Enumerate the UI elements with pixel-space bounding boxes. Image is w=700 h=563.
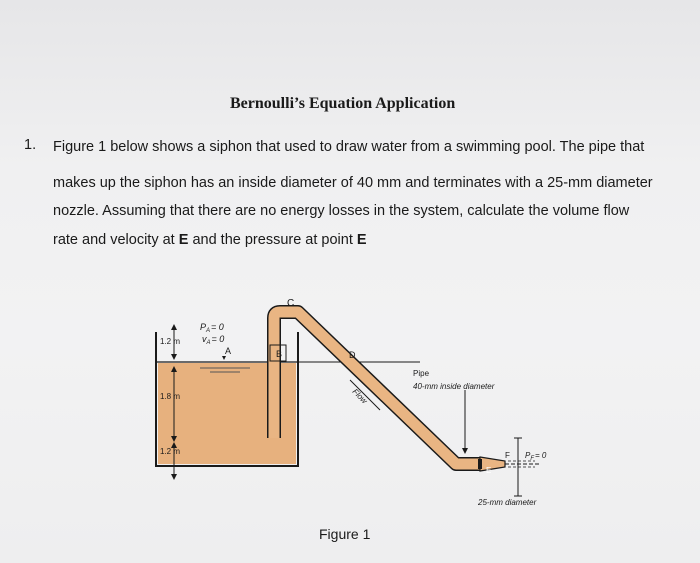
dim-top-arrow-up <box>171 324 177 330</box>
question-line-4-prefix: rate and velocity at <box>53 232 179 248</box>
pipe-pointer-head <box>462 448 468 454</box>
question-number: 1. <box>24 137 37 153</box>
label-pa-sub: A <box>206 328 211 334</box>
question-line-1: Figure 1 below shows a siphon that used to draw water from a swimming pool. The pipe that <box>53 139 645 155</box>
dim-bot-arrow-down <box>171 474 177 480</box>
label-dim-mid: 1.8 m <box>160 392 181 401</box>
label-b: B <box>276 349 283 359</box>
label-pipe-diameter: 40-mm inside diameter <box>413 382 495 391</box>
question-line-4-middle: and the pressure at point <box>188 232 357 248</box>
nozzle <box>480 457 505 471</box>
point-a-marker <box>222 356 226 360</box>
dim-top-arrow-down <box>171 354 177 360</box>
question-line-3: nozzle. Assuming that there are no energy losses in the system, calculate the volume flow <box>53 203 630 219</box>
label-pf <box>525 451 547 462</box>
point-e-ref-1: E <box>178 232 189 248</box>
label-c: C <box>287 298 295 309</box>
label-pf-val: = 0 <box>535 451 547 460</box>
label-va <box>202 334 224 346</box>
question-line-2: makes up the siphon has an inside diameter of 40 mm and terminates with a 25-mm diameter <box>53 175 653 191</box>
point-e-ref-2: E <box>356 232 367 248</box>
label-va-symbol: v <box>202 334 207 344</box>
label-pf-sub: F <box>530 456 535 462</box>
label-flow: Flow <box>350 387 369 406</box>
label-f: F <box>505 451 510 460</box>
document-title: Bernoulli’s Equation Application <box>230 95 456 112</box>
label-e: E <box>486 466 492 475</box>
label-pf-symbol: P <box>525 451 531 460</box>
point-e-marker <box>478 459 482 469</box>
label-va-sub: A <box>206 340 211 346</box>
label-va-val: = 0 <box>211 334 225 344</box>
label-nozzle-diameter: 25-mm diameter <box>478 498 537 507</box>
label-pa <box>200 322 224 334</box>
label-pa-symbol: P <box>200 322 207 332</box>
label-dim-top: 1.2 m <box>160 337 181 346</box>
label-dim-bot: 1.2 m <box>160 447 181 456</box>
label-a: A <box>225 346 232 356</box>
label-d: D <box>349 350 356 360</box>
figure-caption: Figure 1 <box>319 526 371 542</box>
label-pa-val: = 0 <box>211 322 224 332</box>
label-pipe: Pipe <box>413 369 430 378</box>
